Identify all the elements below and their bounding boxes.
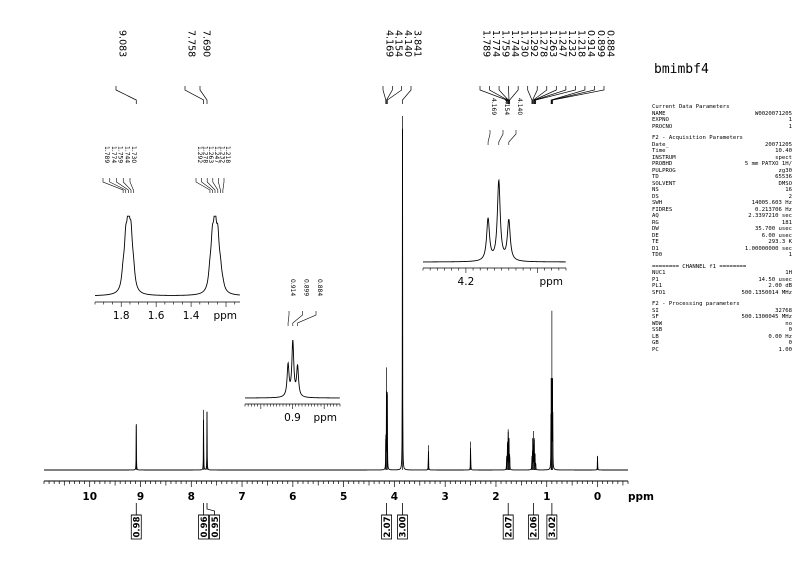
param-key: DW [652,226,659,232]
peak-label-leader [402,86,411,104]
param-value: 0 [788,327,792,333]
param-key: RG [652,219,659,226]
param-value: 14005.603 Hz [751,200,792,206]
peak-label-leader [553,86,604,104]
param-key: SF [652,314,659,320]
inset-trace [245,340,340,398]
peak-label: 9.083 [116,30,128,58]
param-value: 10.40 [775,148,792,154]
inset-peak-label: 1.263 [207,146,215,164]
peak-label-leader [185,86,204,104]
inset-label-leader [499,130,503,145]
param-value: DMSO [778,180,792,187]
param-value: 500.1350014 MHz [741,289,792,296]
integral-value: 3.00 [398,516,409,538]
inset-label-leader [509,130,516,145]
inset-axis-label: ppm [213,310,237,322]
inset-peak-label: 1.218 [224,146,231,164]
peak-label: 4.169 [383,30,395,58]
inset-peak-label: 4.140 [516,98,523,116]
peak-label: 3.841 [411,30,423,58]
x-tick-label: 2 [492,491,500,503]
peak-label: 4.140 [401,30,413,58]
peak-label-leader [536,86,576,104]
inset-label-leader [103,178,123,193]
inset-peak-label: 0.899 [302,279,310,297]
param-value: W0020071205 [754,110,792,117]
processing-parameters [652,301,792,353]
inset-1 [95,146,240,322]
peak-label: 0.884 [604,30,616,58]
inset-tick-label: 4.2 [457,276,475,288]
inset-peak-label: 4.169 [490,98,497,116]
param-value: 2 [788,193,792,200]
integral-value: 2.07 [382,516,393,538]
param-value: spect [775,154,792,161]
peak-label: 1.292 [527,30,539,58]
peak-label: 1.278 [537,30,549,58]
x-tick-label: 7 [238,491,246,503]
integral-value: 0.95 [210,516,221,538]
param-value: 6.00 usec [761,232,792,239]
inset-label-leader [218,178,220,193]
param-value: 0 [788,340,792,346]
x-tick-label: 10 [82,491,98,503]
param-key: DE [652,232,659,239]
inset-peak-label: 1.744 [123,146,131,164]
inset-label-leader [298,311,316,326]
param-value: 35.700 usec [754,226,792,232]
inset-3 [423,98,566,288]
x-tick-label: 3 [441,491,449,503]
peak-label-leader [383,86,386,104]
x-tick-label: 9 [136,491,145,503]
peak-label: 1.759 [499,30,511,58]
param-heading: F2 - Processing parameters [652,301,740,307]
peak-label: 4.154 [392,30,404,58]
param-key: PL1 [652,283,663,289]
param-value: 65536 [775,174,792,180]
inset-peak-label: 1.730 [130,146,137,164]
x-tick-label: 4 [390,491,399,503]
peak-label: 1.774 [489,30,501,58]
peak-label-leader [552,86,595,104]
param-key: NAME [652,110,666,117]
integral-value: 2.07 [504,516,515,538]
param-key: Date_ [652,141,669,148]
acquisition-parameters [652,135,792,259]
peak-label: 7.758 [185,30,197,58]
param-value: no [785,320,792,327]
inset-trace [95,216,240,295]
sample-name: bmimbf4 [654,62,709,77]
x-tick-label: 8 [187,491,195,503]
param-value: 293.3 K [768,239,792,245]
param-key: Time [652,148,666,154]
param-key: TE [652,239,659,245]
peak-label: 1.218 [575,30,587,58]
inset-peak-label: 1.759 [116,146,124,164]
inset-label-leader [196,178,210,193]
current-data-parameters [652,104,792,130]
param-key: SOLVENT [652,180,676,187]
param-value: 1H [785,270,792,276]
param-value: 2.3397210 sec [748,213,792,219]
peak-label: 0.899 [594,30,606,58]
x-tick-label: 0 [593,491,602,503]
integral-value: 0.96 [199,516,210,538]
param-key: WDW [652,320,663,327]
x-tick-label: 1 [543,491,551,503]
param-key: PROCNO [652,123,673,130]
inset-tick-label: 1.8 [112,310,130,322]
inset-trace [423,180,566,262]
param-row [652,252,792,259]
param-value: 1.00000000 sec [744,245,792,252]
param-value: 16 [785,187,792,193]
param-value: 1 [788,252,792,258]
param-key: TD [652,174,659,180]
integral-value: 0.98 [132,516,143,538]
inset-label-leader [288,311,289,326]
x-tick-label: 6 [289,491,297,503]
inset-peak-label: 1.232 [218,146,226,164]
inset-label-leader [488,130,490,145]
peak-label: 1.263 [547,30,559,58]
param-key: D1 [652,245,659,252]
param-key: NUC1 [652,270,666,276]
peak-label: 1.744 [508,30,520,58]
peak-label: 1.232 [566,30,578,58]
param-key: DS [652,193,659,200]
peak-label: 1.789 [480,30,492,58]
param-value: 181 [781,219,792,226]
inset-tick-label: 1.6 [147,310,165,322]
param-key: EXPNO [652,117,669,123]
param-key: FIDRES [652,206,673,213]
param-value: 1 [788,117,792,123]
channel-f1-parameters [652,264,792,297]
param-row [652,347,792,354]
param-key: AQ [652,213,659,219]
param-heading: F2 - Acquisition Parameters [652,135,743,141]
param-value: 1.00 [778,346,792,353]
inset-label-leader [130,178,133,193]
inset-axis-label: ppm [313,412,337,424]
param-value: 500.1300045 MHz [741,314,792,320]
param-row [652,290,792,297]
integral-value: 2.06 [529,516,540,538]
inset-peak-label: 1.278 [201,146,209,164]
param-key: INSTRUM [652,154,676,161]
x-axis-label: ppm [628,491,654,503]
inset-tick-label: 0.9 [284,412,301,424]
param-key: PC [652,346,659,353]
inset-peak-label: 1.789 [103,146,110,164]
inset-axis-label: ppm [539,276,563,288]
inset-2 [245,279,340,424]
peak-label: 7.690 [200,30,212,58]
param-key: GB [652,340,659,346]
inset-peak-label: 1.247 [212,146,220,164]
inset-label-leader [207,178,215,193]
param-heading: Current Data Parameters [652,104,730,110]
integral-value: 3.02 [548,516,559,538]
param-key: TD0 [652,252,663,258]
peak-label-leader [116,86,136,104]
integral-bracket [207,503,215,515]
param-value: 5 mm PATXO 1H/ [744,161,792,167]
peak-label: 1.247 [556,30,568,58]
x-tick-label: 5 [339,491,348,503]
param-key: NS [652,187,659,193]
param-key: SI [652,307,659,314]
peak-label: 0.914 [585,30,597,58]
param-key: P1 [652,276,659,283]
param-heading: ======== CHANNEL f1 ======== [652,263,747,270]
inset-peak-label: 0.914 [289,279,296,297]
param-key: SWH [652,200,663,206]
inset-peak-label: 1.774 [109,146,117,164]
param-value: 2.00 dB [768,283,792,289]
param-key: PULPROG [652,167,676,174]
acquisition-parameters-panel [652,104,792,358]
param-value: 0.213706 Hz [754,206,792,213]
param-value: zg30 [778,167,792,174]
inset-peak-label: 4.154 [503,98,510,116]
peak-label-leader [528,86,532,104]
param-value: 32768 [775,307,792,314]
inset-peak-label: 0.884 [316,279,323,297]
inset-tick-label: 1.4 [182,310,200,322]
param-row [652,124,792,131]
param-value: 0.00 Hz [768,333,792,340]
inset-label-leader [223,178,224,193]
param-key: SFO1 [652,289,666,296]
param-key: SSB [652,327,663,333]
param-value: 20071205 [765,141,792,148]
inset-peak-label: 1.292 [196,146,203,164]
peak-label: 1.730 [518,30,530,58]
param-key: PROBHD [652,161,673,167]
param-key: LB [652,333,659,340]
param-value: 1 [788,123,792,130]
param-value: 14.50 usec [758,276,792,283]
